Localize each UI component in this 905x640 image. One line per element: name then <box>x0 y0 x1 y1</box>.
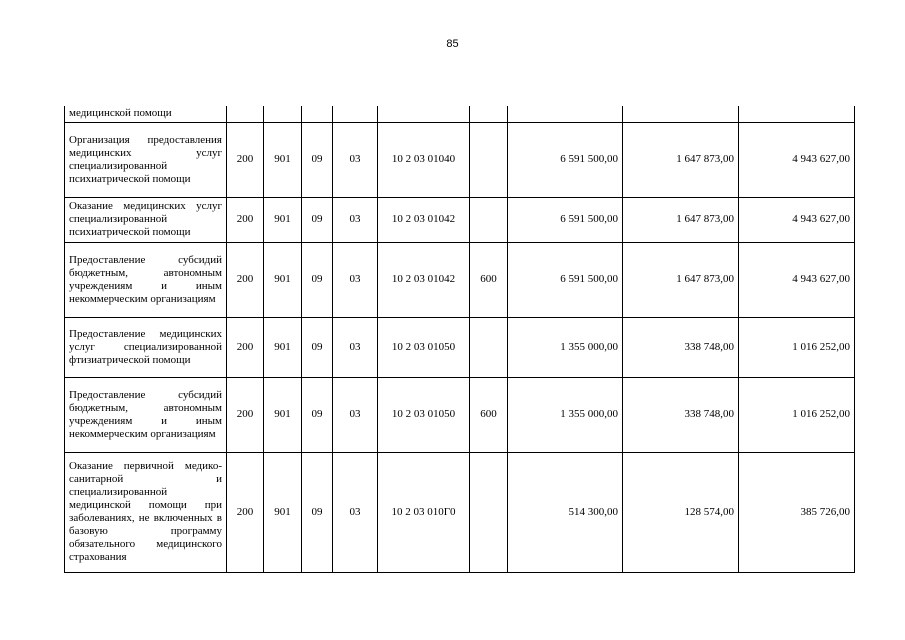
plan-amount: 514 300,00 <box>508 452 623 572</box>
expense-type <box>470 452 508 572</box>
table-row <box>65 452 855 572</box>
plan-amount: 1 355 000,00 <box>508 377 623 452</box>
expense-type <box>470 106 508 122</box>
expense-type <box>470 122 508 197</box>
row-name: медицинской помощи <box>65 106 227 122</box>
section-code: 09 <box>302 317 333 377</box>
target-article <box>378 106 470 122</box>
ministry-code: 901 <box>264 242 302 317</box>
remaining-amount <box>739 106 855 122</box>
subsection-code: 03 <box>333 452 378 572</box>
plan-amount: 6 591 500,00 <box>508 122 623 197</box>
table-row <box>65 106 855 122</box>
admin-code <box>227 106 264 122</box>
table-row <box>65 197 855 242</box>
section-code: 09 <box>302 452 333 572</box>
row-name: Предоставление субсидий бюджетным, автономным учреждениям и иным некоммерческим организациям <box>65 377 227 452</box>
row-name: Организация предоставления медицинских услуг специализированной психиатрической помощи <box>65 122 227 197</box>
subsection-code <box>333 106 378 122</box>
section-code: 09 <box>302 377 333 452</box>
ministry-code: 901 <box>264 452 302 572</box>
remaining-amount: 385 726,00 <box>739 452 855 572</box>
row-name: Предоставление медицинских услуг специализированной фтизиатрической помощи <box>65 317 227 377</box>
remaining-amount: 4 943 627,00 <box>739 242 855 317</box>
remaining-amount: 1 016 252,00 <box>739 377 855 452</box>
plan-amount: 6 591 500,00 <box>508 197 623 242</box>
ministry-code <box>264 106 302 122</box>
expense-type: 600 <box>470 377 508 452</box>
executed-amount: 1 647 873,00 <box>623 242 739 317</box>
table-row <box>65 242 855 317</box>
executed-amount: 1 647 873,00 <box>623 122 739 197</box>
remaining-amount: 1 016 252,00 <box>739 317 855 377</box>
plan-amount: 6 591 500,00 <box>508 242 623 317</box>
executed-amount: 338 748,00 <box>623 317 739 377</box>
section-code <box>302 106 333 122</box>
ministry-code: 901 <box>264 122 302 197</box>
executed-amount: 338 748,00 <box>623 377 739 452</box>
ministry-code: 901 <box>264 317 302 377</box>
target-article: 10 2 03 01050 <box>378 317 470 377</box>
expense-type <box>470 197 508 242</box>
executed-amount <box>623 106 739 122</box>
target-article: 10 2 03 010Г0 <box>378 452 470 572</box>
row-name: Предоставление субсидий бюджетным, автономным учреждениям и иным некоммерческим организациям <box>65 242 227 317</box>
ministry-code: 901 <box>264 197 302 242</box>
admin-code: 200 <box>227 242 264 317</box>
subsection-code: 03 <box>333 317 378 377</box>
subsection-code: 03 <box>333 122 378 197</box>
expense-type: 600 <box>470 242 508 317</box>
section-code: 09 <box>302 197 333 242</box>
admin-code: 200 <box>227 452 264 572</box>
row-name: Оказание первичной медико-санитарной и специализированной медицинской помощи при заболеваниях, не включенных в базовую программу обязательного медицинского страхования <box>65 452 227 572</box>
table-row <box>65 377 855 452</box>
budget-table <box>64 106 855 573</box>
target-article: 10 2 03 01050 <box>378 377 470 452</box>
section-code: 09 <box>302 122 333 197</box>
target-article: 10 2 03 01042 <box>378 197 470 242</box>
remaining-amount: 4 943 627,00 <box>739 122 855 197</box>
remaining-amount: 4 943 627,00 <box>739 197 855 242</box>
executed-amount: 128 574,00 <box>623 452 739 572</box>
target-article: 10 2 03 01040 <box>378 122 470 197</box>
table-row <box>65 317 855 377</box>
plan-amount <box>508 106 623 122</box>
executed-amount: 1 647 873,00 <box>623 197 739 242</box>
row-name: Оказание медицинских услуг специализированной психиатрической помощи <box>65 197 227 242</box>
subsection-code: 03 <box>333 377 378 452</box>
admin-code: 200 <box>227 197 264 242</box>
admin-code: 200 <box>227 122 264 197</box>
expense-type <box>470 317 508 377</box>
ministry-code: 901 <box>264 377 302 452</box>
subsection-code: 03 <box>333 197 378 242</box>
target-article: 10 2 03 01042 <box>378 242 470 317</box>
section-code: 09 <box>302 242 333 317</box>
admin-code: 200 <box>227 317 264 377</box>
table-row <box>65 122 855 197</box>
admin-code: 200 <box>227 377 264 452</box>
subsection-code: 03 <box>333 242 378 317</box>
page-number: 85 <box>446 38 459 50</box>
plan-amount: 1 355 000,00 <box>508 317 623 377</box>
